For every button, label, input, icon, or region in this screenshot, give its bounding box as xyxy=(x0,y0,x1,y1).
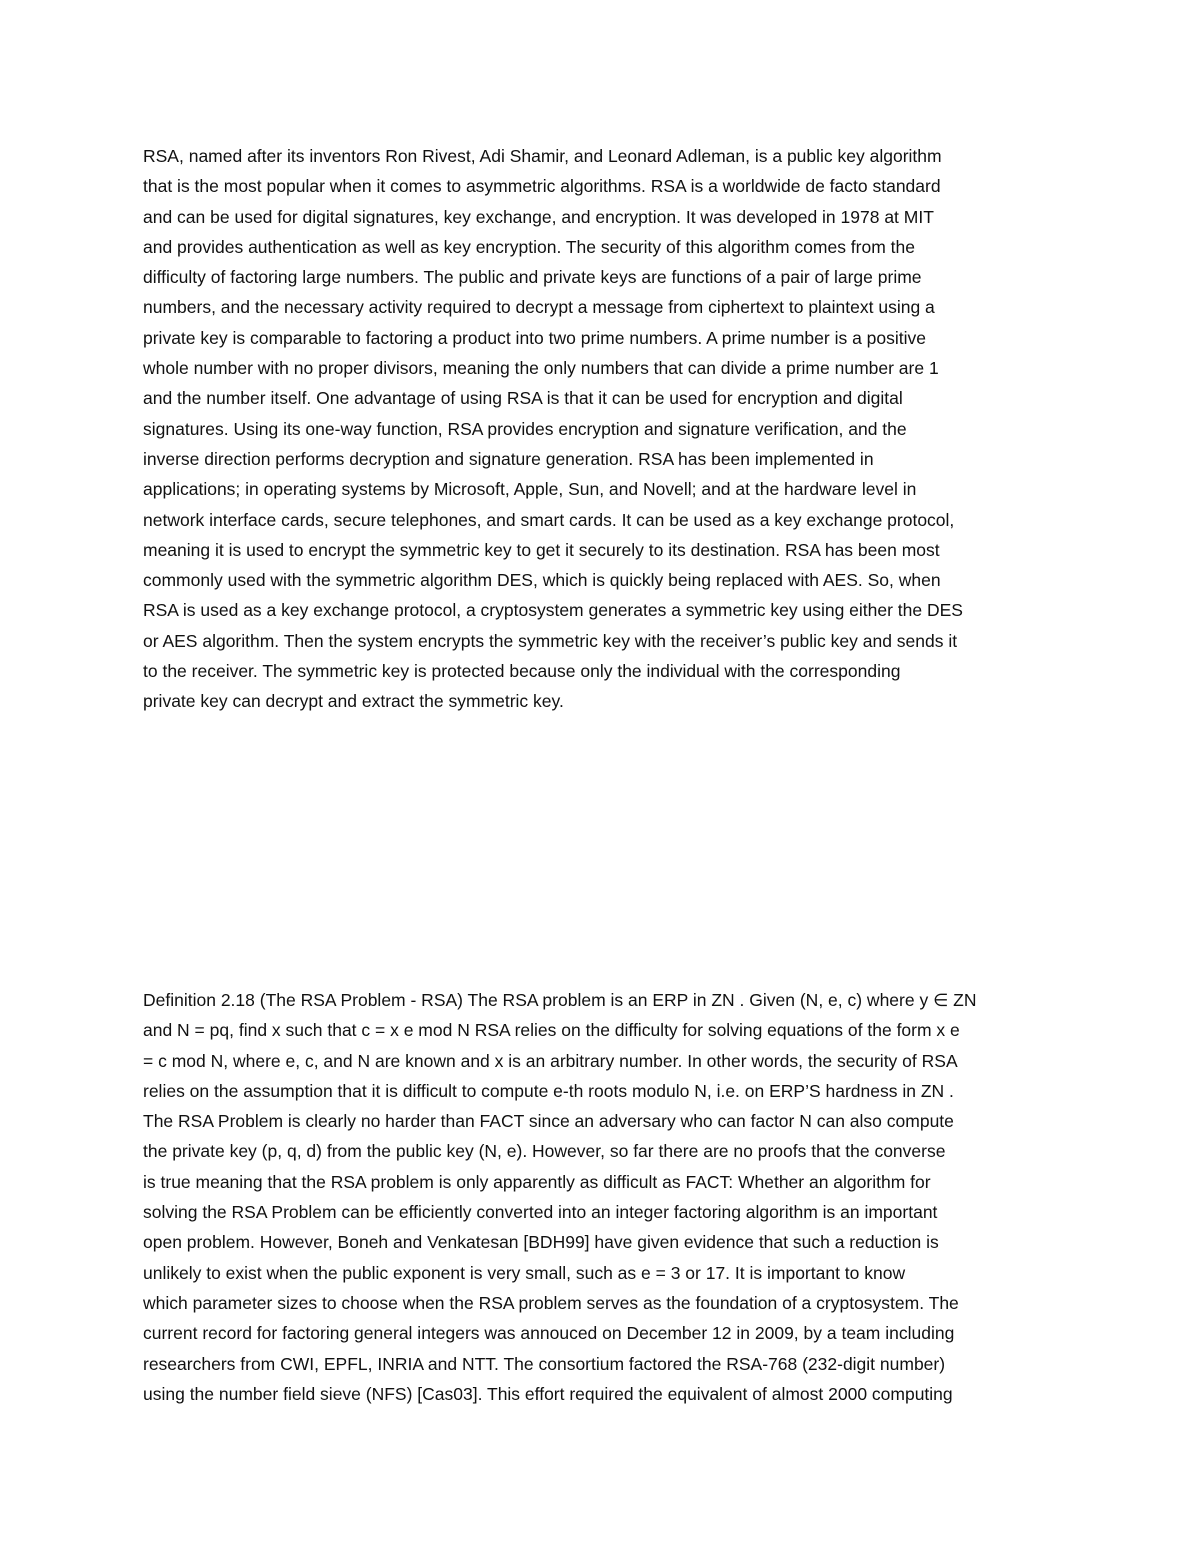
text-line: commonly used with the symmetric algorithm DES, which is quickly being replaced with AES. So, when xyxy=(143,570,941,591)
text-line: inverse direction performs decryption and signature generation. RSA has been implemented in xyxy=(143,448,874,469)
text-line: meaning it is used to encrypt the symmetric key to get it securely to its destination. RSA has been most xyxy=(143,539,940,560)
paragraph-rsa-overview xyxy=(143,141,1073,717)
text-line: Definition 2.18 (The RSA Problem - RSA) The RSA problem is an ERP in ZN . Given (N, e, c) where y ∈ ZN xyxy=(143,990,977,1010)
text-line: and N = pq, find x such that c = x e mod N RSA relies on the difficulty for solving equations of the form x e xyxy=(143,1020,960,1041)
text-line: open problem. However, Boneh and Venkatesan [BDH99] have given evidence that such a reduction is xyxy=(143,1232,939,1253)
text-line: RSA is used as a key exchange protocol, a cryptosystem generates a symmetric key using either the DES xyxy=(143,600,963,621)
text-line: whole number with no proper divisors, meaning the only numbers that can divide a prime number are 1 xyxy=(143,358,939,379)
text-line: private key is comparable to factoring a product into two prime numbers. A prime number is a positive xyxy=(143,327,927,348)
text-line: difficulty of factoring large numbers. The public and private keys are functions of a pair of large prime xyxy=(143,267,922,288)
text-line: RSA, named after its inventors Ron Rivest, Adi Shamir, and Leonard Adleman, is a public key algorithm xyxy=(143,146,942,166)
text-line: using the number field sieve (NFS) [Cas03]. This effort required the equivalent of almost 2000 computing xyxy=(143,1383,953,1404)
text-line: or AES algorithm. Then the system encrypts the symmetric key with the receiver’s public key and sends it xyxy=(143,630,958,651)
text-line: to the receiver. The symmetric key is protected because only the individual with the corresponding xyxy=(143,661,901,682)
text-line: is true meaning that the RSA problem is only apparently as difficult as FACT: Whether an algorithm for xyxy=(143,1171,931,1192)
text-line: network interface cards, secure telephones, and smart cards. It can be used as a key exchange protocol, xyxy=(143,509,955,530)
text-line: current record for factoring general integers was annouced on December 12 in 2009, by a team including xyxy=(143,1323,955,1344)
text-line: numbers, and the necessary activity required to decrypt a message from ciphertext to plaintext using a xyxy=(143,297,935,318)
text-line: and can be used for digital signatures, key exchange, and encryption. It was developed in 1978 at MIT xyxy=(143,206,934,227)
paragraph-rsa-problem-definition xyxy=(143,985,1073,1409)
text-line: researchers from CWI, EPFL, INRIA and NTT. The consortium factored the RSA-768 (232-digit number) xyxy=(143,1353,946,1374)
text-line: signatures. Using its one-way function, RSA provides encryption and signature verification, and the xyxy=(143,418,907,439)
text-line: private key can decrypt and extract the symmetric key. xyxy=(143,691,564,712)
text-line: the private key (p, q, d) from the public key (N, e). However, so far there are no proofs that the converse xyxy=(143,1141,946,1162)
text-line: and provides authentication as well as key encryption. The security of this algorithm comes from the xyxy=(143,236,915,257)
text-line: and the number itself. One advantage of using RSA is that it can be used for encryption and digital xyxy=(143,388,903,409)
text-line: which parameter sizes to choose when the RSA problem serves as the foundation of a cryptosystem. The xyxy=(143,1292,959,1313)
text-line: that is the most popular when it comes to asymmetric algorithms. RSA is a worldwide de facto standard xyxy=(143,176,941,197)
text-line: solving the RSA Problem can be efficiently converted into an integer factoring algorithm is an important xyxy=(143,1202,938,1223)
text-line: unlikely to exist when the public exponent is very small, such as e = 3 or 17. It is important to know xyxy=(143,1262,906,1283)
text-line: = c mod N, where e, c, and N are known and x is an arbitrary number. In other words, the security of RSA xyxy=(143,1050,958,1071)
text-line: applications; in operating systems by Microsoft, Apple, Sun, and Novell; and at the hardware level in xyxy=(143,479,917,500)
text-line: The RSA Problem is clearly no harder than FACT since an adversary who can factor N can also compute xyxy=(143,1111,954,1132)
text-line: relies on the assumption that it is difficult to compute e-th roots modulo N, i.e. on ERP’S hardness in ZN . xyxy=(143,1080,954,1101)
